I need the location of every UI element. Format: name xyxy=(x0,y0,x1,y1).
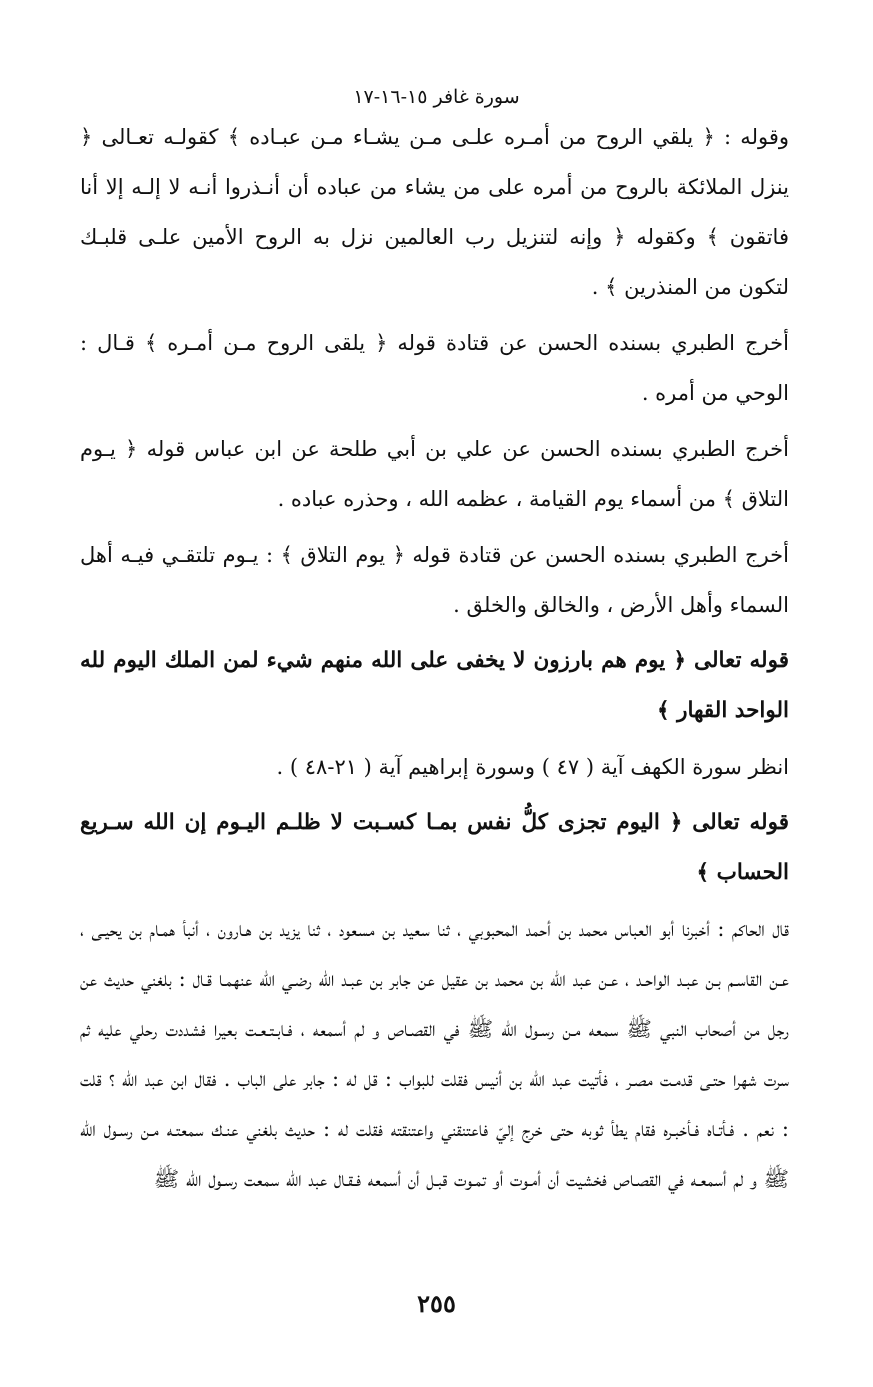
paragraph-tabari-qatada-2: أخرج الطبري بسنده الحسن عن قتادة قوله ﴿ يوم التلاق ﴾ : يـوم تلتقـي فيـه أهل السماء وأهل الأرض ، والخالق والخلق . xyxy=(80,543,789,617)
page-body xyxy=(80,112,789,1210)
running-head: سورة غافر ١٥-١٦-١٧ xyxy=(353,86,520,108)
paragraph-verse-commentary: وقوله : ﴿ يلقي الروح من أمـره علـى مـن يشـاء مـن عبـاده ﴾ كقولـه تعـالى ﴿ ينزل الملائكة بالروح من أمره على من يشاء من عباده أن أنـذروا أنـه لا إلـه إلا أنا فاتقون ﴾ وكقوله ﴿ وإنه لتنزيل رب العالمين نزل به الروح الأمين علـى قلبـك لتكون من المنذرين ﴾ . xyxy=(80,125,789,299)
paragraph-hakim-hadith: قال الحاكم : أخبرنا أبو العباس محمد بن أحمد المحبوبي ، ثنا سعيد بن مسعود ، ثنا يزيد بن هـارون ، أنبأ همـام بن يحيـى ، عـن القاسـم بـن عبـد الواحـد ، عـن عبد الله بن محمد بن عقيل عن جابر بن عبـد الله رضـي الله عنهمـا قـال : بلغني حديث عن رجل من أصحاب النبي ﷺ سمعه مـن رسـول الله ﷺ في القصـاص و لم أسمعه ، فـابـتـعـت بعيرا فشددت رحلي عليه ثم سرت شهرا حتـى قدمـت مصـر ، فأتيت عبد الله بن أنيس فقلت للبواب : قل له : جابر على الباب . فقال ابن عبد الله ؟ قلت : نعم . فـأتـاه فـأخبـره فقام يطأ ثوبه حتى خرج إليّ فاعتنقني واعتنقته فقلت له : حديث بلغني عنـك سمعتـه مـن رسـول الله ﷺ و لم أسمعـه في القصـاص فخشيت أن أمـوت أو تمـوت قبـل أن أسمعه فـقـال عبد الله سمعت رسـول الله ﷺ xyxy=(80,917,790,1191)
heading-verse-16: قوله تعالى ﴿ يوم هم بارزون لا يخفى على الله منهم شيء لمن الملك اليوم لله الواحد القهار ﴾ xyxy=(80,648,789,723)
paragraph-tabari-ibn-abbas: أخرج الطبري بسنده الحسن عن علي بن أبي طلحة عن ابن عباس قوله ﴿ يـوم التلاق ﴾ من أسماء يوم القيامة ، عظمه الله ، وحذره عباده . xyxy=(80,437,789,511)
page-number: ٢٥٥ xyxy=(417,1289,456,1318)
paragraph-cross-reference: انظر سورة الكهف آية ( ٤٧ ) وسورة إبراهيم آية ( ٢١-٤٨ ) . xyxy=(276,755,789,779)
heading-verse-17: قوله تعالى ﴿ اليوم تجزى كلُّ نفس بمـا كسـبت لا ظلـم اليـوم إن الله سـريع الحساب ﴾ xyxy=(80,810,789,885)
paragraph-tabari-qatada-1: أخرج الطبري بسنده الحسن عن قتادة قوله ﴿ يلقى الروح مـن أمـره ﴾ قـال : الوحي من أمره . xyxy=(80,331,789,405)
